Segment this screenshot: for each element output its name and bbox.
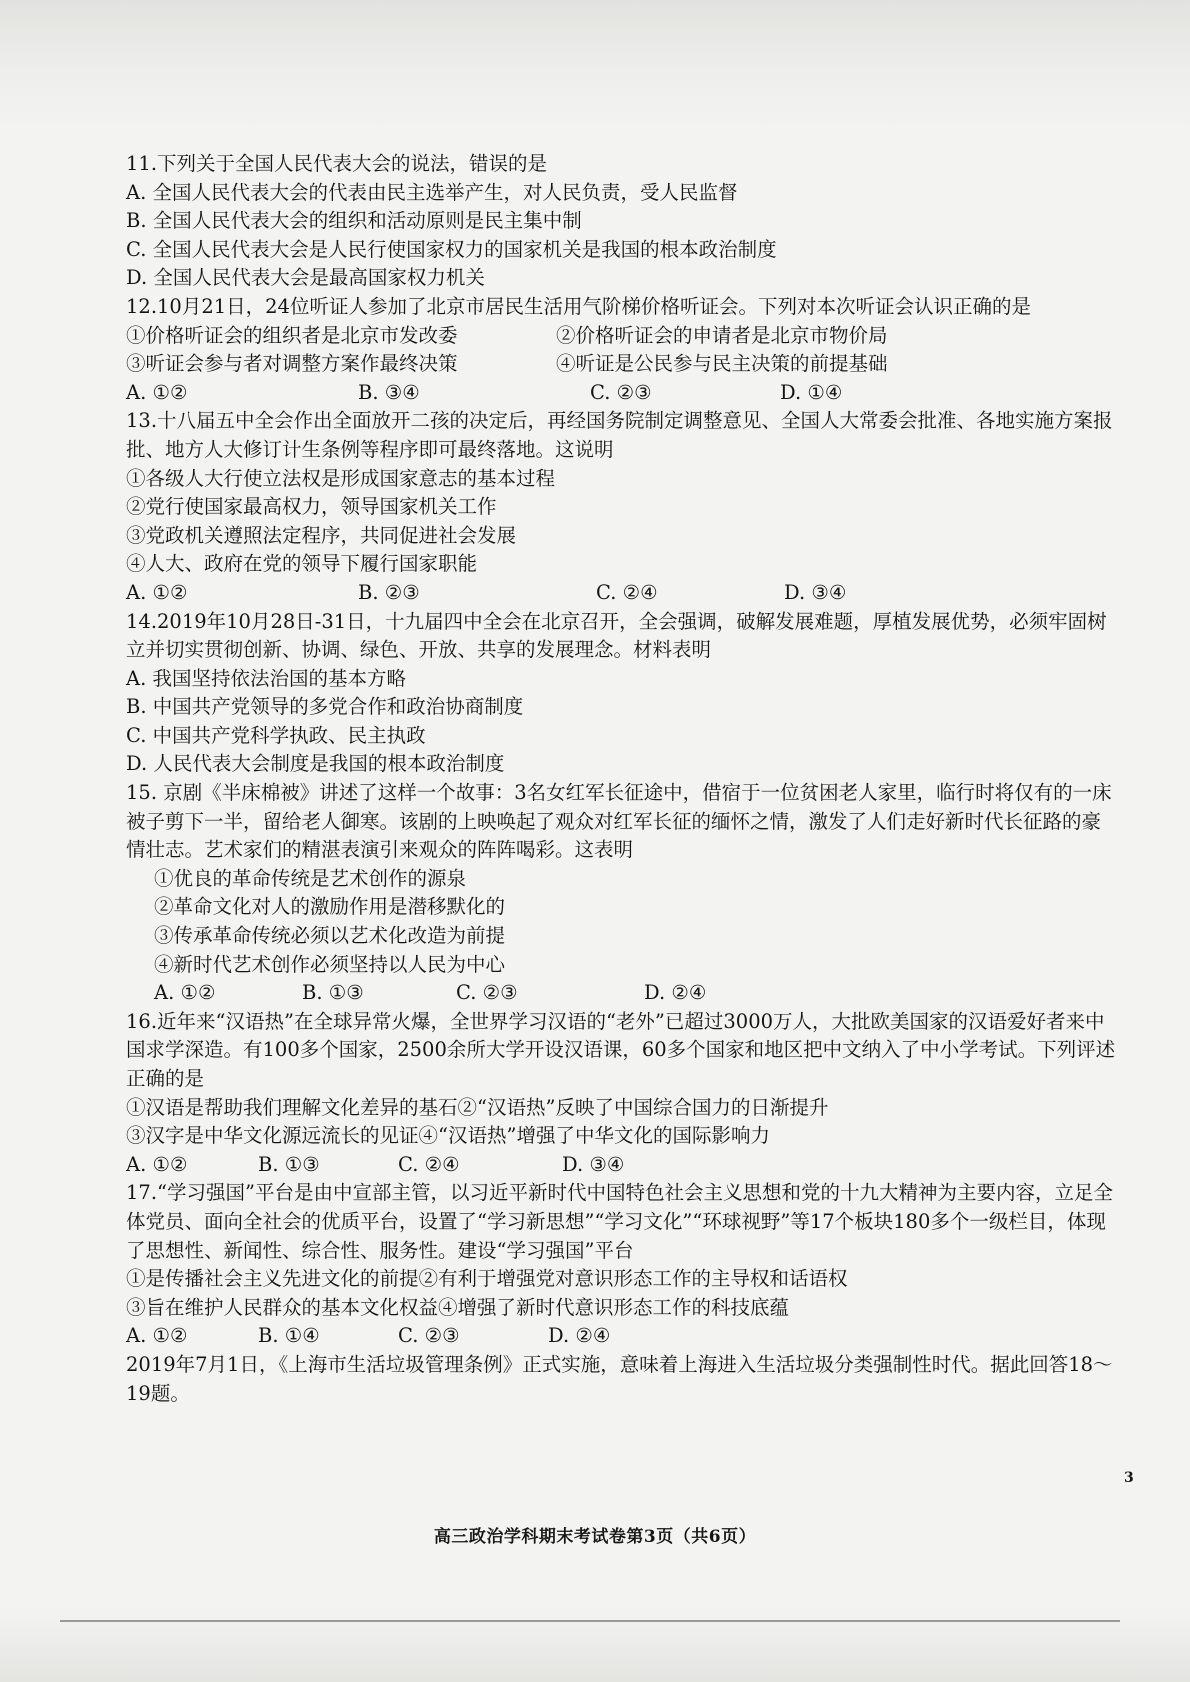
question-stem: 12.10月21日，24位听证人参加了北京市居民生活用气阶梯价格听证会。下列对本次听证会认识正确的是 bbox=[126, 294, 1031, 318]
question-11 bbox=[126, 150, 1116, 293]
question-stem: 15. 京剧《半床棉被》讲述了这样一个故事：3名女红军长征途中，借宿于一位贫困老人家里，临行时将仅有的一床被子剪下一半，留给老人御寒。该剧的上映唤起了观众对红军长征的缅怀之情，激发了人们走好新时代长征路的豪情壮志。艺术家们的精湛表演引来观众的阵阵喝彩。这表明 bbox=[126, 781, 1112, 862]
question-14 bbox=[126, 608, 1116, 780]
statement-2: ②党行使国家最高权力，领导国家机关工作 bbox=[126, 495, 497, 519]
option-b: B. ②③ bbox=[358, 580, 420, 604]
option-b: B. 全国人民代表大会的组织和活动原则是民主集中制 bbox=[126, 209, 582, 233]
answer-options bbox=[126, 579, 1116, 608]
option-b: B. ①③ bbox=[302, 981, 364, 1005]
option-b: B. ①③ bbox=[258, 1152, 320, 1176]
statement-4: ④人大、政府在党的领导下履行国家职能 bbox=[126, 552, 478, 576]
option-c: C. ②④ bbox=[398, 1152, 460, 1176]
question-stem: 13.十八届五中全会作出全面放开二孩的决定后，再经国务院制定调整意见、全国人大常委会批准、各地实施方案报批、地方人大修订计生条例等程序即可最终落地。这说明 bbox=[126, 409, 1113, 461]
option-a: A. 全国人民代表大会的代表由民主选举产生，对人民负责，受人民监督 bbox=[126, 180, 738, 204]
question-stem: 11.下列关于全国人民代表大会的说法，错误的是 bbox=[126, 152, 548, 175]
statement-1: ①各级人大行使立法权是形成国家意志的基本过程 bbox=[126, 466, 556, 490]
option-a: A. ①② bbox=[126, 580, 188, 604]
exam-sheet bbox=[126, 150, 1116, 1408]
statement-2: ②价格听证会的申请者是北京市物价局 bbox=[556, 323, 888, 347]
option-d: D. ②④ bbox=[548, 1324, 611, 1348]
question-13 bbox=[126, 407, 1116, 607]
option-a: A. ①② bbox=[126, 1324, 188, 1348]
option-c: C. ②④ bbox=[596, 580, 658, 604]
page-footer: 高三政治学科期末考试卷第3页（共6页） bbox=[433, 1527, 757, 1547]
option-a: A. ①② bbox=[154, 981, 216, 1005]
statement-row bbox=[126, 322, 1116, 351]
question-15 bbox=[126, 779, 1116, 1008]
answer-options bbox=[126, 1322, 1116, 1351]
answer-options bbox=[126, 979, 1116, 1008]
statements-1-2: ①汉语是帮助我们理解文化差异的基石②“汉语热”反映了中国综合国力的日渐提升 bbox=[126, 1095, 829, 1119]
option-d: D. ③④ bbox=[562, 1152, 625, 1176]
question-12 bbox=[126, 293, 1116, 407]
statement-3: ③听证会参与者对调整方案作最终决策 bbox=[126, 352, 458, 376]
question-stem: 14.2019年10月28日-31日，十九届四中全会在北京召开，全会强调，破解发展难题，厚植发展优势，必须牢固树立并切实贯彻创新、协调、绿色、开放、共享的发展理念。材料表明 bbox=[126, 609, 1107, 662]
option-d: D. ②④ bbox=[644, 981, 707, 1005]
option-c: C. ②③ bbox=[398, 1324, 460, 1348]
statement-1: ①价格听证会的组织者是北京市发改委 bbox=[126, 323, 458, 347]
option-b: B. ③④ bbox=[358, 380, 420, 404]
question-16 bbox=[126, 1008, 1116, 1180]
statement-4: ④听证是公民参与民主决策的前提基础 bbox=[556, 352, 888, 376]
option-a: A. ①② bbox=[126, 1152, 188, 1176]
answer-options bbox=[126, 379, 1116, 408]
statements-1-2: ①是传播社会主义先进文化的前提②有利于增强党对意识形态工作的主导权和话语权 bbox=[126, 1267, 848, 1291]
option-a: A. ①② bbox=[126, 380, 188, 404]
intro-questions-18-19: 2019年7月1日，《上海市生活垃圾管理条例》正式实施，意味着上海进入生活垃圾分类强制性时代。据此回答18～19题。 bbox=[126, 1352, 1113, 1405]
statement-4: ④新时代艺术创作必须坚持以人民为中心 bbox=[154, 952, 506, 976]
option-d: D. 人民代表大会制度是我国的根本政治制度 bbox=[126, 752, 505, 776]
option-d: D. ①④ bbox=[780, 380, 843, 404]
statements-3-4: ③旨在维护人民群众的基本文化权益④增强了新时代意识形态工作的科技底蕴 bbox=[126, 1295, 790, 1319]
option-c: C. ②③ bbox=[456, 981, 518, 1005]
answer-options bbox=[126, 1151, 1116, 1180]
option-a: A. 我国坚持依法治国的基本方略 bbox=[126, 666, 406, 690]
statement-1: ①优良的革命传统是艺术创作的源泉 bbox=[154, 866, 467, 890]
statement-row bbox=[126, 350, 1116, 379]
question-17 bbox=[126, 1179, 1116, 1351]
option-d: D. ③④ bbox=[784, 580, 847, 604]
statements-3-4: ③汉字是中华文化源远流长的见证④“汉语热”增强了中华文化的国际影响力 bbox=[126, 1124, 770, 1148]
option-b: B. ①④ bbox=[258, 1324, 320, 1348]
scan-shadow-top bbox=[0, 0, 1190, 130]
statement-3: ③传承革命传统必须以艺术化改造为前提 bbox=[154, 924, 506, 948]
option-d: D. 全国人民代表大会是最高国家权力机关 bbox=[126, 266, 485, 290]
scan-edge-line bbox=[60, 1620, 1120, 1622]
statement-3: ③党政机关遵照法定程序，共同促进社会发展 bbox=[126, 523, 517, 547]
option-c: C. 全国人民代表大会是人民行使国家权力的国家机关是我国的根本政治制度 bbox=[126, 237, 777, 261]
option-c: C. ②③ bbox=[590, 380, 652, 404]
option-b: B. 中国共产党领导的多党合作和政治协商制度 bbox=[126, 695, 524, 719]
question-stem: 17.“学习强国”平台是由中宣部主管，以习近平新时代中国特色社会主义思想和党的十九大精神为主要内容，立足全体党员、面向全社会的优质平台，设置了“学习新思想”“学习文化”“环球视野”等17个板块180多个一级栏目，体现了思想性、新闻性、综合性、服务性。建设“学习强国”平台 bbox=[126, 1181, 1113, 1262]
statement-2: ②革命文化对人的激励作用是潜移默化的 bbox=[154, 895, 506, 919]
page-number: 3 bbox=[1124, 1470, 1134, 1486]
question-stem: 16.近年来“汉语热”在全球异常火爆，全世界学习汉语的“老外”已超过3000万人，大批欧美国家的汉语爱好者来中国求学深造。有100多个国家，2500余所大学开设汉语课，60多个国家和地区把中文纳入了中小学考试。下列评述正确的是 bbox=[126, 1009, 1116, 1090]
option-c: C. 中国共产党科学执政、民主执政 bbox=[126, 723, 426, 747]
